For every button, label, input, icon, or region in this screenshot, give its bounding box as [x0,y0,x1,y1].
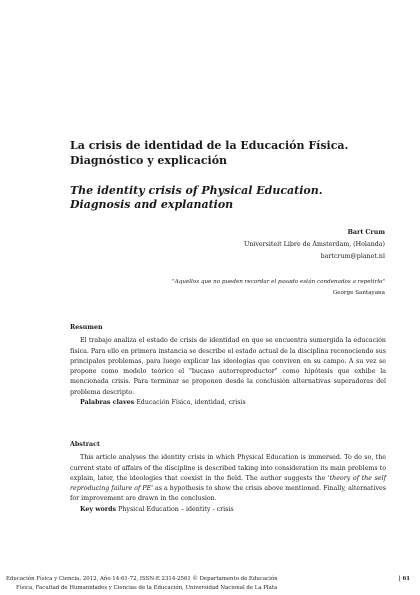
author-affiliation: Universiteit Libre de Ámsterdam, (Holanda) [243,241,385,248]
author-email[interactable]: bartcrum@planet.nl [320,253,385,260]
abstract-body-part2: as a hypothesis to show the crisis above mentioned. Finally, alternatives for improvement are drawn in the conclusion. [70,485,386,503]
epigraph [172,277,385,299]
epigraph-attribution: George Santayana [332,290,385,296]
resumen-keywords-values: Educación Física, identidad, crisis [136,399,246,407]
abstract-keywords [70,505,386,515]
title-english: The identity crisis of Physical Education. Diagnosis and explanation [70,184,323,211]
footer-line-1 [6,575,410,584]
resumen-section [70,323,386,408]
abstract-body [70,453,386,504]
resumen-keywords [70,398,386,408]
abstract-heading: Abstract [70,441,100,448]
abstract-body-part1: This article analyses the identity crisis in which Physical Education is immersed. To do so, the current state of affairs of the discipline is described taking into consideration its main problems to explain, later, the ideologies that coexist in the field. The author suggests the [70,454,386,482]
author-name: Bart Crum [347,229,385,236]
abstract-keywords-label: Key words [80,505,117,513]
resumen-body: El trabajo analiza el estado de crisis de identidad en que se encuentra sumergida la educación física. Para ello en primera instancia se describe el estado actual de la disciplina reconociendo sus principales problemas, para luego explicar las ideologías que conviven en su campo. A su vez se propone como modelo teórico el "bucaso autorreproductor" como hipótesis que exhibe la mencionada crisis. Para terminar se proponen desde la conclusión alternativas superadoras del problema descripto. [70,337,386,396]
footer-citation: Educación Física y Ciencia, 2012, Año 14:61-72, ISSN-E 2314-2561 © Departamento de Educación [6,576,278,582]
abstract-keywords-values: Physical Education – identity - crisis [118,505,234,513]
abstract-section [70,440,386,515]
resumen-keywords-label: Palabras claves [80,399,135,407]
page-footer [6,575,410,593]
resumen-heading: Resumen [70,324,103,331]
footer-line-2: Física, Facultad de Humanidades y Ciencias de la Educación, Universidad Nacional de La Plata [16,585,278,591]
page-number: | 61 [398,576,410,582]
author-block [244,227,385,263]
abstract-body-emphasis: 'theory of the self reproducing failure of PE' [70,474,386,493]
epigraph-quote: "Aquellos que no pueden recordar el pasado están condenados a repetirlo" [172,279,385,285]
title-spanish: La crisis de identidad de la Educación Física. Diagnóstico y explicación [70,139,349,167]
